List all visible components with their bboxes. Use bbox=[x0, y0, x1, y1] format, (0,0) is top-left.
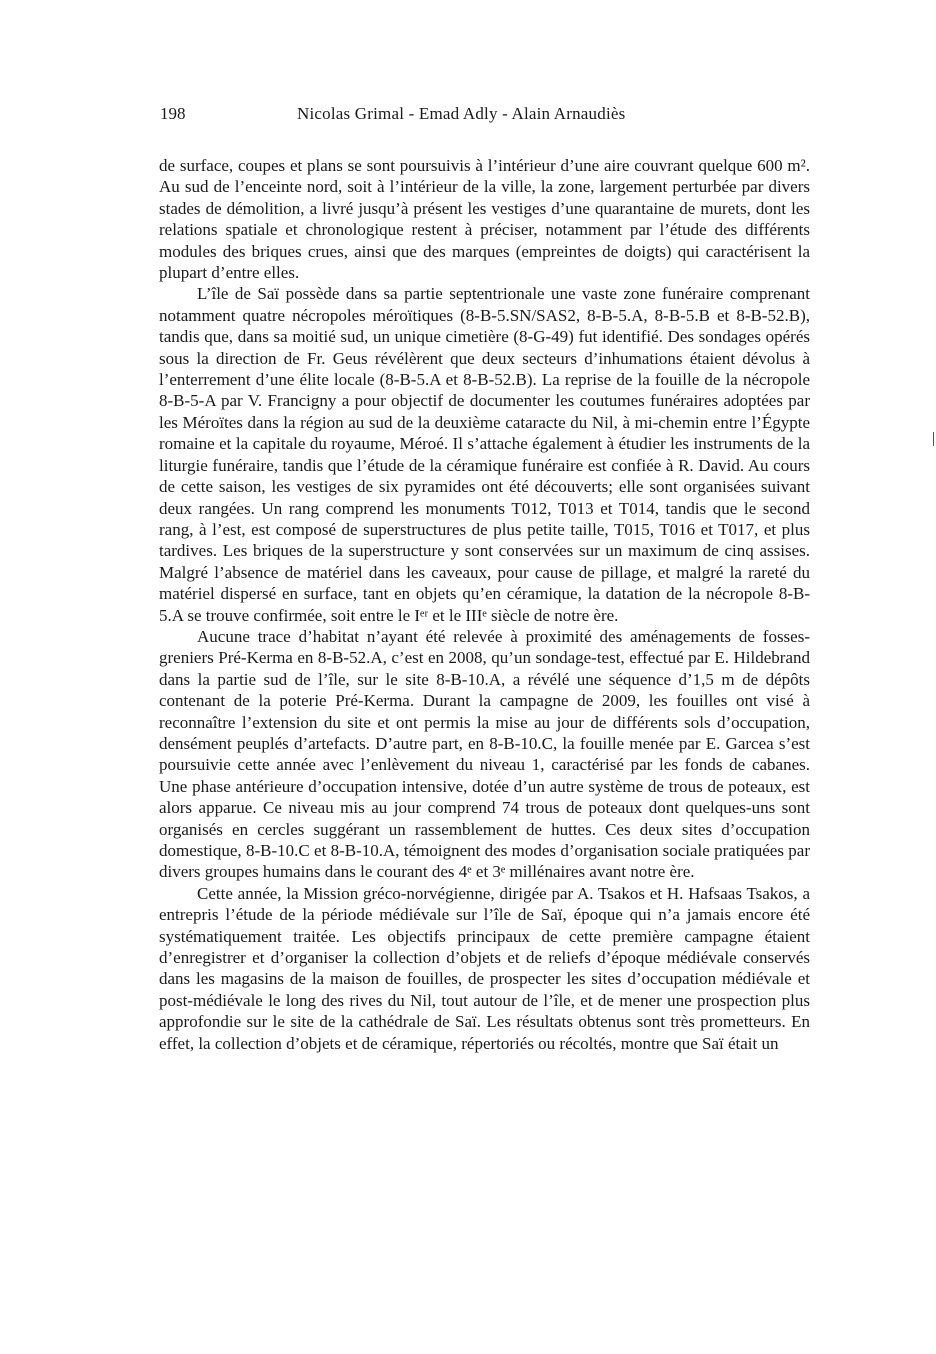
paragraph-necropoles: L’île de Saï possède dans sa partie septentrionale une vaste zone funéraire comprenant notamment quatre nécropoles méroïtiques (8-B-5.SN/SAS2, 8-B-5.A, 8-B-5.B et 8-B-52.B), tandis que, dans sa moitié sud, un unique cimetière (8-G-49) fut identifié. Des sondages opérés sous la direction de Fr. Geus révélèrent que deux secteurs d’inhumations étaient dévolus à l’enterrement d’une élite locale (8-B-5.A et 8-B-52.B). La reprise de la fouille de la nécropole 8-B-5-A par V. Francigny a pour objectif de documenter les coutumes funéraires adoptées par les Méroïtes dans la région au sud de la deuxième cataracte du Nil, à mi-chemin entre l’Égypte romaine et la capitale du royaume, Méroé. Il s’attache également à étudier les instruments de la liturgie funéraire, tandis que l’étude de la céramique funéraire est confiée à R. David. Au cours de cette saison, les vestiges de six pyramides ont été découverts; elle sont organisées suivant deux rangées. Un rang comprend les monuments T012, T013 et T014, tandis que le second rang, à l’est, est composé de superstructures de plus petite taille, T015, T016 et T017, et plus tardives. Les briques de la superstructure y sont conservées sur un maximum de cinq assises. Malgré l’absence de matériel dans les caveaux, pour cause de pillage, et malgré la rareté du matériel dispersé en surface, tant en objets qu’en céramique, la datation de la nécropole 8-B-5.A se trouve confirmée, soit entre le Iᵉʳ et le IIIᵉ siècle de notre ère. bbox=[159, 284, 810, 625]
paragraph-mission-medievale: Cette année, la Mission gréco-norvégienne, dirigée par A. Tsakos et H. Hafsaas Tsakos, a entrepris l’étude de la période médiévale sur l’île de Saï, époque qui n’a jamais encore été systématiquement traitée. Les objectifs principaux de cette première campagne étaient d’enregistrer et d’organiser la collection d’objets et de reliefs d’époque médiévale conservés dans les magasins de la maison de fouilles, de prospecter les sites d’occupation médiévale et post-médiévale le long des rives du Nil, tout autour de l’île, et de mener une prospection plus approfondie sur le site de la cathédrale de Saï. Les résultats obtenus sont très prometteurs. En effet, la collection d’objets et de céramique, répertoriés ou récoltés, montre que Saï était un bbox=[159, 883, 810, 1053]
paragraph-pre-kerma: Aucune trace d’habitat n’ayant été relevée à proximité des aménagements de fosses-greniers Pré-Kerma en 8-B-52.A, c’est en 2008, qu’un sondage-test, effectué par E. Hildebrand dans la partie sud de l’île, sur le site 8-B-10.A, a révélé une séquence d’1,5 m de dépôts contenant de la poterie Pré-Kerma. Durant la campagne de 2009, les fouilles ont visé à reconnaître l’extension du site et ont permis la mise au jour de différents sols d’occupation, densément peuplés d’artefacts. D’autre part, en 8-B-10.C, la fouille menée par E. Garcea s’est poursuivie cette année avec l’enlèvement du niveau 1, caractérisé par les fonds de cabanes. Une phase antérieure d’occupation intensive, dotée d’un autre système de trous de poteaux, est alors apparue. Ce niveau mis au jour comprend 74 trous de poteaux dont quelques-uns sont organisés en cercles suggérant un rassemblement de huttes. Ces deux sites d’occupation domestique, 8-B-10.C et 8-B-10.A, témoignent des modes d’organisation sociale pratiquées par divers groupes humains dans le courant des 4ᵉ et 3ᵉ millénaires avant notre ère. bbox=[159, 626, 810, 882]
margin-mark bbox=[933, 432, 934, 446]
running-head-authors: Nicolas Grimal - Emad Adly - Alain Arnaudiès bbox=[297, 104, 626, 123]
paragraph-continued: de surface, coupes et plans se sont poursuivis à l’intérieur d’une aire couvrant quelque 600 m². Au sud de l’enceinte nord, soit à l’intérieur de la ville, la zone, largement perturbée par divers stades de démolition, a livré jusqu’à présent les vestiges d’une quarantaine de murets, dont les relations spatiale et chronologique restent à préciser, notamment par l’étude des différents modules des briques crues, ainsi que des marques (empreintes de doigts) qui caractérisent la plupart d’entre elles. bbox=[159, 156, 810, 283]
body-text bbox=[159, 155, 810, 1054]
page-header bbox=[160, 101, 810, 127]
page-number: 198 bbox=[160, 104, 186, 123]
